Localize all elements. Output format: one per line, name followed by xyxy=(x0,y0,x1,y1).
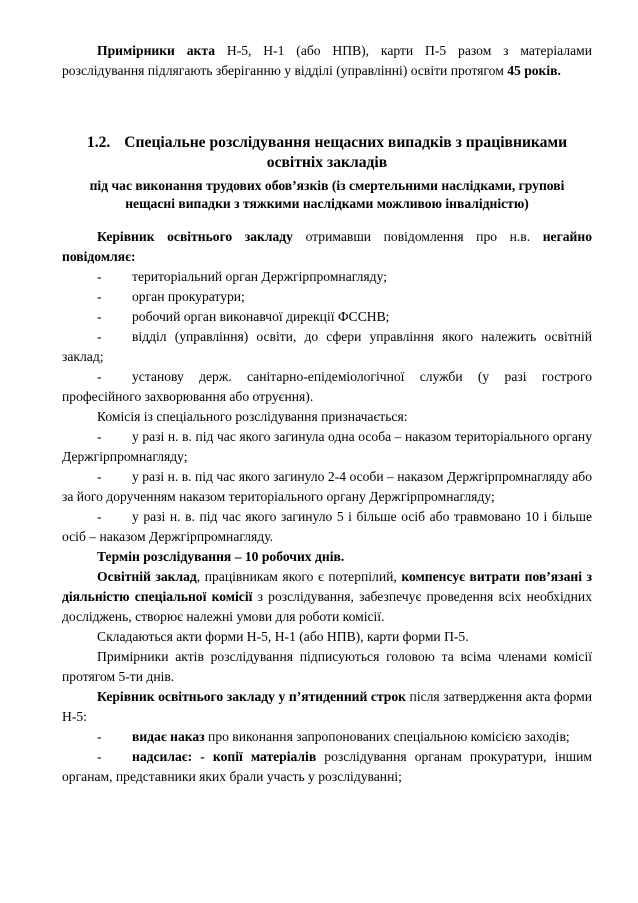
list-item xyxy=(62,427,592,467)
list-item xyxy=(62,747,592,787)
p6-bold-lead: Керівник освітнього закладу у п’ятиденний строк xyxy=(97,689,406,704)
list-dash: - xyxy=(97,269,102,284)
list-dash: - xyxy=(97,289,102,304)
list-item xyxy=(62,367,592,407)
list-item xyxy=(62,727,592,747)
commission-paragraph: Комісія із спеціального розслідування призначається: xyxy=(97,409,408,424)
compensation-paragraph xyxy=(62,567,592,627)
spacer xyxy=(62,81,592,133)
manager-paragraph xyxy=(62,687,592,727)
p1-bold-tail: негайно повідомляє: xyxy=(62,229,593,264)
intro-text: Н-5, Н-1 (або НПВ), карти П-5 разом з матеріалами розслідування підлягають зберіганню у відділі (управлінні) освіти протягом xyxy=(62,43,592,78)
forms-paragraph: Складаються акти форми Н-5, Н-1 (або НПВ), карти форми П-5. xyxy=(97,629,469,644)
list-item xyxy=(62,287,592,307)
list-dash: - xyxy=(97,429,102,444)
section-number: 1.2. xyxy=(86,134,111,151)
list-dash: - xyxy=(97,749,102,764)
section-heading xyxy=(62,133,592,173)
list-item-bold: надсилає: - копії матеріалів xyxy=(132,749,317,764)
p1-bold-lead: Керівник освітнього закладу xyxy=(97,229,293,244)
section-title: Спеціальне розслідування нещасних випадків з працівниками освітніх закладів xyxy=(124,134,568,171)
intro-paragraph xyxy=(62,41,592,81)
list-item-text: територіальний орган Держгірпромнагляду; xyxy=(132,269,387,284)
p3-bold-mid: компенсує витрати пов’язані з діяльністю спеціальної комісії xyxy=(62,569,593,604)
term-text: Термін розслідування – 10 робочих днів. xyxy=(97,549,345,564)
p3-text-2: з розслідування, забезпечує проведення всіх необхідних досліджень, створює належні умови для роботи комісії. xyxy=(62,589,592,624)
list-item-text: робочий орган виконавчої дирекції ФССНВ; xyxy=(132,309,390,324)
section-subtitle: під час виконання трудових обов’язків (із смертельними наслідками, групові нещасні випадки з тяжкими наслідками можливою інвалідністю) xyxy=(89,178,565,211)
list-dash: - xyxy=(97,369,102,384)
list-item xyxy=(62,307,592,327)
list-dash: - xyxy=(97,509,102,524)
list-item-text: про виконання запропонованих спеціальною комісією заходів; xyxy=(204,729,570,744)
list-dash: - xyxy=(97,469,102,484)
list-dash: - xyxy=(97,729,102,744)
list-dash: - xyxy=(97,309,102,324)
p1-text: отримавши повідомлення про н.в. xyxy=(292,229,543,244)
p6-text: після затвердження акта форми Н-5: xyxy=(62,689,592,724)
list-item-text: установу держ. санітарно-епідеміологічної служби (у разі гострого професійного захворювання або отруєння). xyxy=(62,369,592,404)
list-item xyxy=(62,267,592,287)
list-item xyxy=(62,507,592,547)
list-item-text: у разі н. в. під час якого загинуло 5 і більше осіб або травмовано 10 і більше осіб – наказом Держгірпромнагляду. xyxy=(62,509,592,544)
list-item-text: розслідування органам прокуратури, іншим органам, представники яких брали участь у розслідуванні; xyxy=(62,749,592,784)
list-item-text: у разі н. в. під час якого загинуло 2-4 особи – наказом Держгірпромнагляду або за його дорученням наказом територіального органу Держгірпромнагляду; xyxy=(62,469,592,504)
notify-paragraph xyxy=(62,227,592,267)
list-item xyxy=(62,327,592,367)
list-item xyxy=(62,467,592,507)
list-dash: - xyxy=(97,329,102,344)
list-item-bold: видає наказ xyxy=(132,729,205,744)
intro-bold-lead: Примірники акта xyxy=(97,43,216,58)
list-item-text: відділ (управління) освіти, до сфери управління якого належить освітній заклад; xyxy=(62,329,592,364)
intro-years: 45 років. xyxy=(507,63,561,78)
document-body xyxy=(62,41,592,787)
p3-text-1: , працівникам якого є потерпілий, xyxy=(196,569,402,584)
list-item-text: у разі н. в. під час якого загинула одна особа – наказом територіального органу Держгірпромнагляду; xyxy=(62,429,592,464)
p3-bold-lead: Освітній заклад xyxy=(97,569,197,584)
signing-paragraph: Примірники актів розслідування підписуються головою та всіма членами комісії протягом 5-ти днів. xyxy=(62,649,592,684)
spacer xyxy=(62,213,592,227)
term-paragraph xyxy=(62,547,592,567)
list-item-text: орган прокуратури; xyxy=(132,289,245,304)
